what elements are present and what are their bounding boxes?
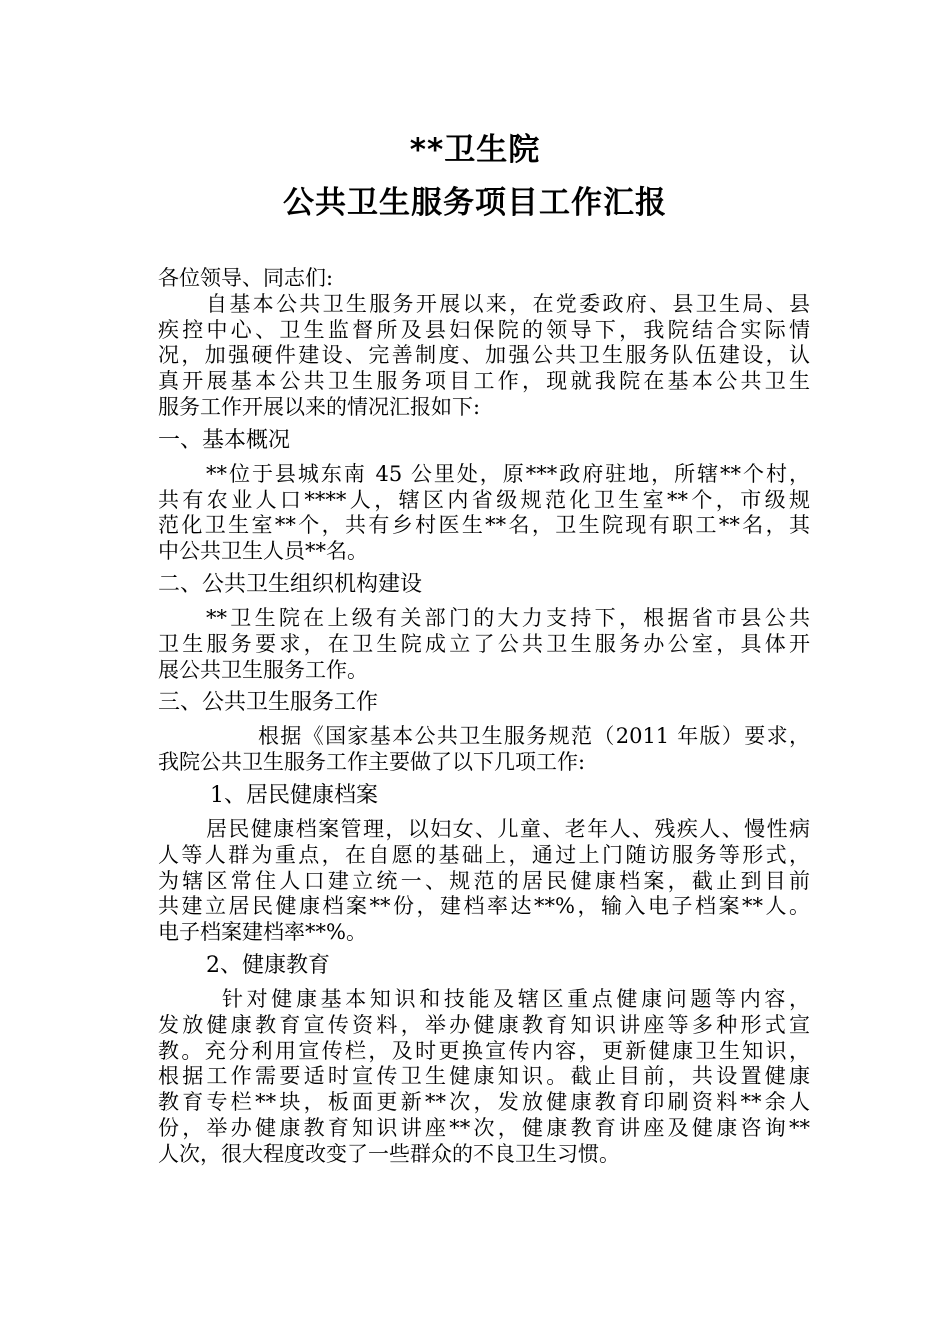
services-line: 我院公共卫生服务工作主要做了以下几项工作:	[158, 750, 586, 775]
overview-line: 中公共卫生人员**名。	[158, 539, 368, 564]
health-records-line: 人等人群为重点，在自愿的基础上，通过上门随访服务等形式，	[158, 842, 810, 867]
organization-line: **卫生院在上级有关部门的大力支持下，根据省市县公共	[206, 605, 810, 630]
health-education-line: 针对健康基本知识和技能及辖区重点健康问题等内容，	[222, 986, 810, 1011]
section-heading-organization: 二、公共卫生组织机构建设	[158, 571, 423, 597]
greeting: 各位领导、同志们:	[158, 266, 334, 290]
health-records-line: 为辖区常住人口建立统一、规范的居民健康档案，截止到目前	[158, 868, 810, 893]
intro-line: 真开展基本公共卫生服务项目工作，现就我院在基本公共卫生	[158, 369, 810, 394]
health-education-line: 发放健康教育宣传资料，举办健康教育知识讲座等多种形式宣	[158, 1012, 810, 1037]
intro-line: 服务工作开展以来的情况汇报如下:	[158, 394, 481, 419]
document-body	[158, 266, 810, 1168]
organization-line: 卫生服务要求，在卫生院成立了公共卫生服务办公室，具体开	[158, 631, 810, 656]
organization-line: 展公共卫生服务工作。	[158, 657, 368, 682]
health-records-line: 居民健康档案管理，以妇女、儿童、老年人、残疾人、慢性病	[206, 816, 810, 841]
health-records-line: 共建立居民健康档案**份，建档率达**%，输入电子档案**人。	[158, 894, 810, 919]
health-education-line: 教。充分利用宣传栏，及时更换宣传内容，更新健康卫生知识，	[158, 1038, 810, 1063]
health-education-line: 份，举办健康教育知识讲座**次，健康教育讲座及健康咨询**	[158, 1115, 810, 1140]
health-education-line: 根据工作需要适时宣传卫生健康知识。截止目前，共设置健康	[158, 1064, 810, 1089]
intro-line: 疾控中心、卫生监督所及县妇保院的领导下，我院结合实际情	[158, 317, 810, 342]
health-records-line: 电子档案建档率**%。	[158, 920, 367, 945]
overview-line: **位于县城东南 45 公里处，原***政府驻地，所辖**个村，	[206, 461, 810, 486]
overview-line: 范化卫生室**个，共有乡村医生**名，卫生院现有职工**名，其	[158, 513, 810, 538]
subheading-health-records: 1、居民健康档案	[210, 782, 378, 808]
section-heading-overview: 一、基本概况	[158, 427, 291, 453]
health-education-line: 教育专栏**块，板面更新**次，发放健康教育印刷资料**余人	[158, 1090, 810, 1115]
intro-line: 自基本公共卫生服务开展以来，在党委政府、县卫生局、县	[206, 291, 810, 316]
section-heading-services: 三、公共卫生服务工作	[158, 690, 379, 716]
services-line: 根据《国家基本公共卫生服务规范（2011 年版）要求，	[258, 724, 810, 749]
intro-line: 况，加强硬件建设、完善制度、加强公共卫生服务队伍建设，认	[158, 343, 810, 368]
subheading-health-education: 2、健康教育	[206, 952, 330, 978]
overview-line: 共有农业人口****人，辖区内省级规范化卫生室**个，市级规	[158, 487, 810, 512]
document-title-line2: 公共卫生服务项目工作汇报	[283, 185, 667, 221]
document-title-line1: **卫生院	[409, 132, 541, 168]
health-education-line: 人次，很大程度改变了一些群众的不良卫生习惯。	[158, 1141, 620, 1166]
